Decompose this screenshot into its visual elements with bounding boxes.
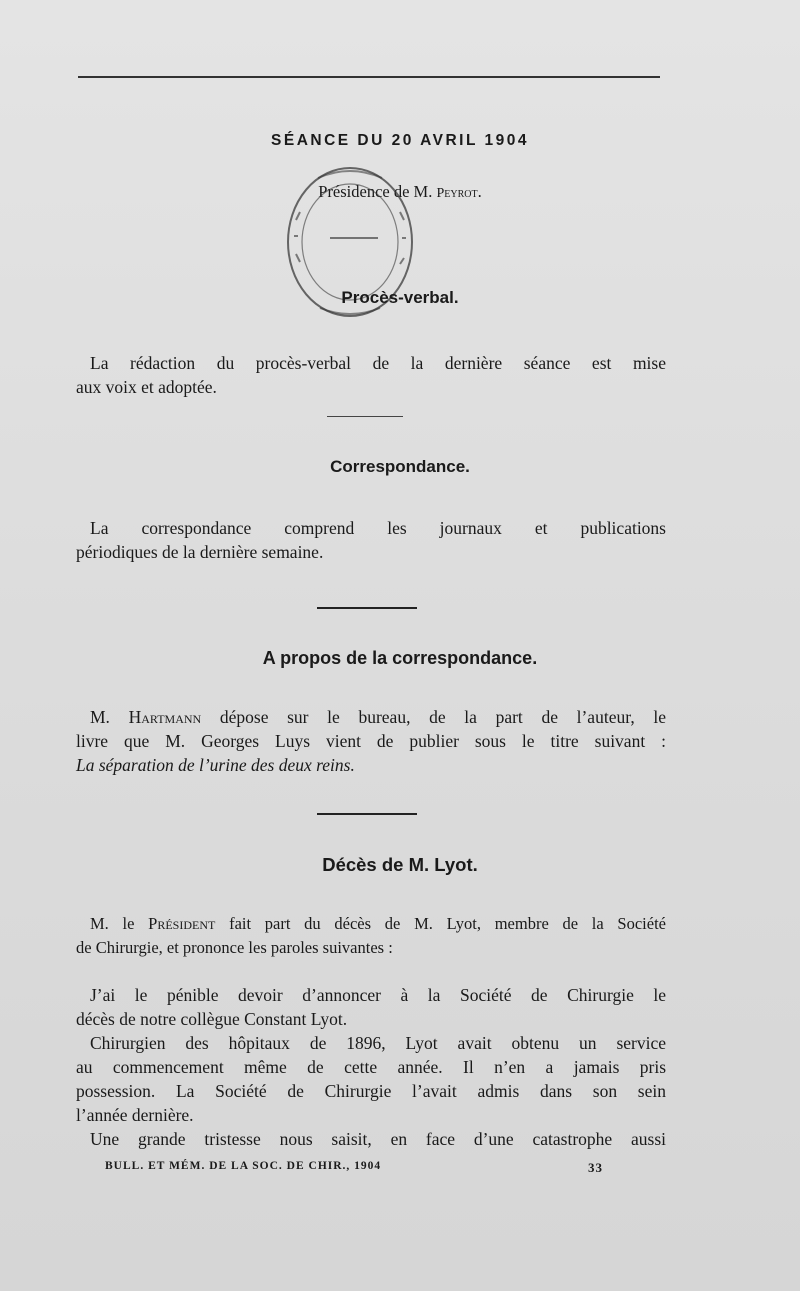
proces-verbal-paragraph <box>76 351 666 399</box>
text-line: possession. La Société de Chirurgie l’avait admis dans son sein <box>76 1081 666 1101</box>
text-fragment: M. le <box>90 914 149 933</box>
text-line <box>76 912 666 936</box>
presidence-suffix: . <box>477 182 482 201</box>
text-line: Chirurgien des hôpitaux de 1896, Lyot avait obtenu un service <box>90 1033 666 1053</box>
correspondance-paragraph <box>76 516 666 564</box>
seance-heading: SÉANCE DU 20 AVRIL 1904 <box>271 132 529 149</box>
footer-citation: BULL. ET MÉM. DE LA SOC. DE CHIR., 1904 <box>105 1160 382 1172</box>
proces-verbal-title: Procès-verbal. <box>341 288 459 307</box>
text-line: J’ai le pénible devoir d’annoncer à la Société de Chirurgie le <box>90 985 666 1005</box>
eulogy-paragraph-1 <box>76 983 666 1031</box>
deces-intro <box>76 912 666 960</box>
deces-title: Décès de M. Lyot. <box>322 854 478 875</box>
president-name: Président <box>148 914 216 933</box>
text-fragment: fait part du décès de M. Lyot, membre de la Société <box>215 914 666 933</box>
section-divider <box>317 607 417 609</box>
hartmann-name: Hartmann <box>128 707 202 727</box>
text-line: l’année dernière. <box>76 1105 194 1125</box>
a-propos-title: A propos de la correspondance. <box>262 648 538 668</box>
text-line: livre que M. Georges Luys vient de publier sous le titre suivant : <box>76 731 666 751</box>
page-footer <box>105 1160 605 1175</box>
section-divider <box>327 416 403 417</box>
a-propos-paragraph <box>76 705 666 777</box>
text-line: de Chirurgie, et prononce les paroles suivantes : <box>76 938 393 957</box>
top-rule <box>78 76 660 78</box>
page-number: 33 <box>588 1160 603 1175</box>
text-line: décès de notre collègue Constant Lyot. <box>76 1009 348 1029</box>
presidence-prefix: Présidence de M. <box>318 182 437 201</box>
text-line <box>76 705 666 729</box>
text-line: Une grande tristesse nous saisit, en face d’une catastrophe aussi <box>90 1129 666 1149</box>
eulogy-paragraph-3 <box>76 1127 666 1151</box>
text-line: La rédaction du procès-verbal de la dernière séance est mise <box>90 353 666 373</box>
section-divider <box>317 813 417 815</box>
presidence-name: Peyrot <box>436 186 478 201</box>
text-line: aux voix et adoptée. <box>76 377 217 397</box>
eulogy-paragraph-2 <box>76 1031 666 1127</box>
text-line: La correspondance comprend les journaux et publications <box>90 518 666 538</box>
text-fragment: M. <box>90 707 129 727</box>
text-fragment: dépose sur le bureau, de la part de l’auteur, le <box>201 707 666 727</box>
text-line: périodiques de la dernière semaine. <box>76 542 324 562</box>
book-title: La séparation de l’urine des deux reins. <box>76 755 355 775</box>
text-line: au commencement même de cette année. Il n’en a jamais pris <box>76 1057 666 1077</box>
correspondance-title: Correspondance. <box>330 457 470 476</box>
